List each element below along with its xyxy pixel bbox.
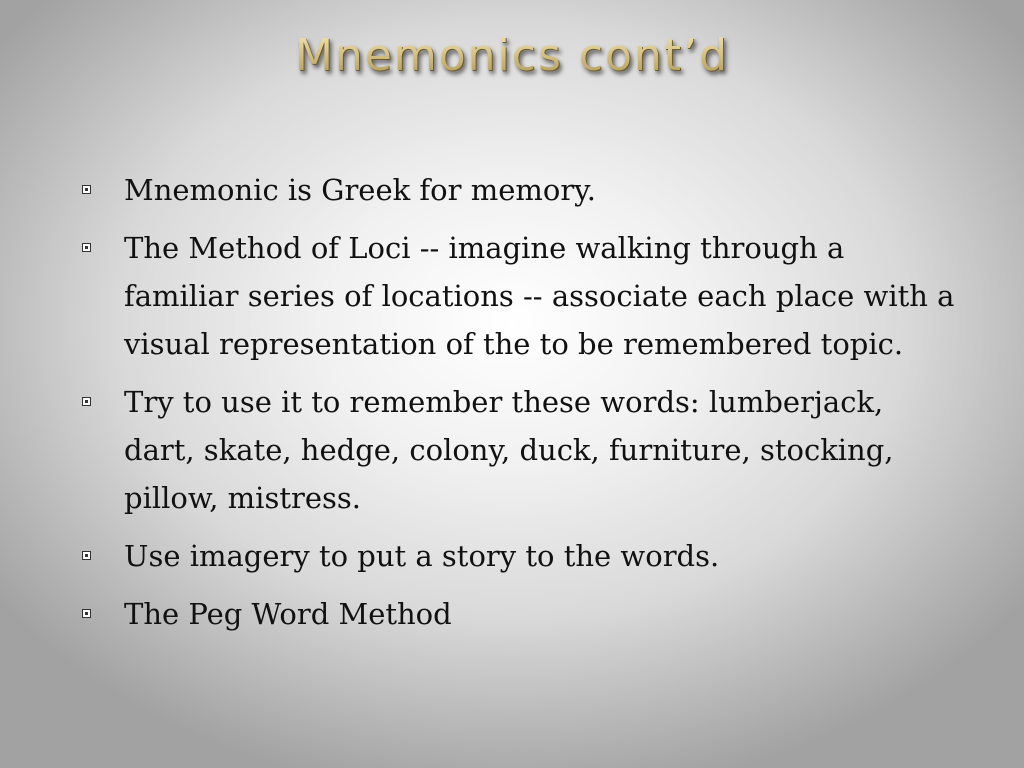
bullet-item: [78, 532, 958, 580]
bullet-item: [78, 378, 958, 522]
square-bullet-icon: [82, 551, 91, 560]
bullet-item: [78, 224, 958, 368]
square-bullet-icon: [82, 185, 91, 194]
bullet-text: Try to use it to remember these words: lumberjack, dart, skate, hedge, colony, duck, furniture, stocking, pillow, mistress.: [124, 385, 894, 515]
bullet-text: The Peg Word Method: [124, 597, 452, 631]
bullet-item: [78, 590, 958, 638]
bullet-text: Mnemonic is Greek for memory.: [124, 173, 596, 207]
bullet-item: [78, 166, 958, 214]
square-bullet-icon: [82, 397, 91, 406]
square-bullet-icon: [82, 609, 91, 618]
slide-title: Mnemonics cont’d: [0, 30, 1024, 81]
bullet-text: Use imagery to put a story to the words.: [124, 539, 720, 573]
bullet-text: The Method of Loci -- imagine walking through a familiar series of locations -- associate each place with a visual representation of the to be remembered topic.: [124, 231, 955, 361]
square-bullet-icon: [82, 243, 91, 252]
bullet-list: [78, 166, 958, 648]
